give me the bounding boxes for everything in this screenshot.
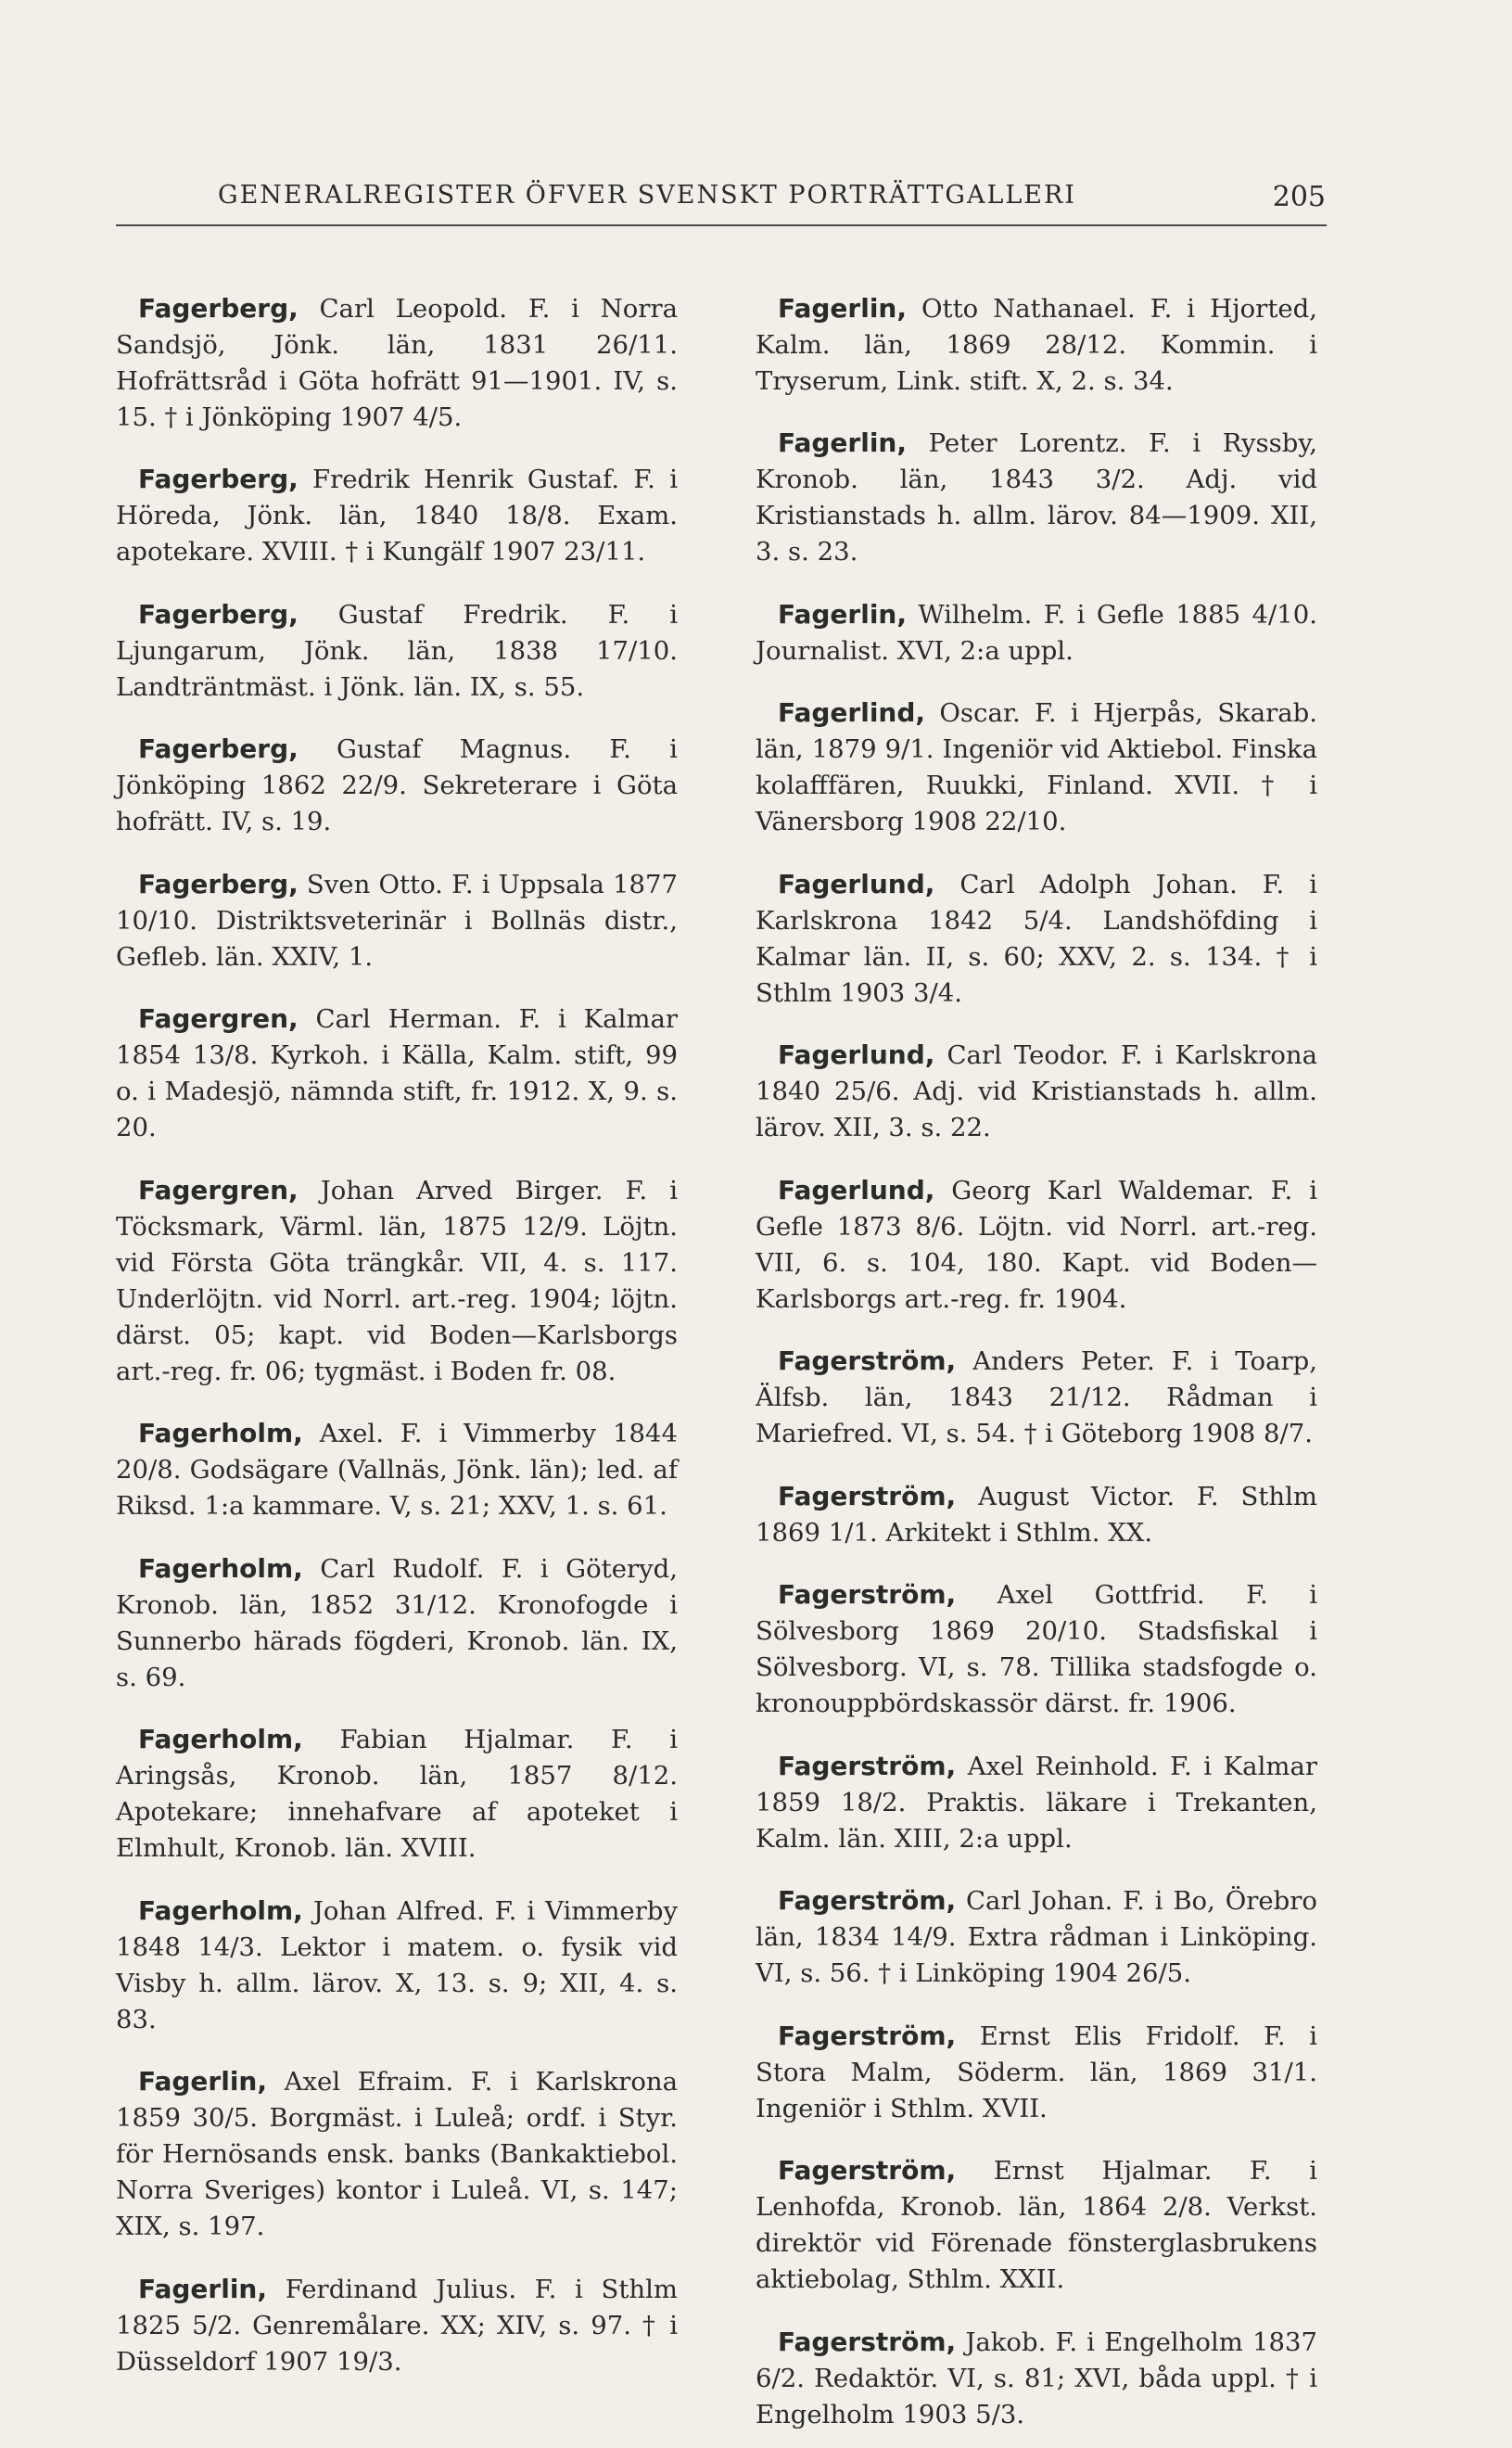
entry-details: Otto Nathanael. F. i Hjorted, Kalm. län, 1869 28/12. Kommin. i Tryserum, Link. stift. X, 2. s. 34.	[756, 293, 1317, 396]
register-entry	[756, 290, 1317, 400]
entry-surname: Fagerlin,	[138, 2273, 267, 2304]
entry-surname: Fagerholm,	[138, 1894, 303, 1926]
left-column	[116, 264, 678, 2395]
entry-surname: Fagerlind,	[778, 697, 926, 728]
register-entry	[756, 1343, 1317, 1452]
register-entry	[116, 290, 678, 436]
register-entry	[116, 1893, 678, 2038]
register-entry	[116, 1721, 678, 1867]
register-entry	[756, 1037, 1317, 1146]
entry-surname: Fagerlin,	[778, 598, 907, 630]
header-rule	[116, 224, 1327, 226]
entry-details: Axel Reinhold. F. i Kalmar 1859 18/2. Praktis. läkare i Trekanten, Kalm. län. XIII, 2:a uppl.	[756, 1751, 1317, 1854]
register-entry	[116, 1415, 678, 1524]
register-entry	[116, 1001, 678, 1146]
entry-surname: Fagerholm,	[138, 1724, 303, 1754]
register-entry	[116, 2271, 678, 2380]
entry-surname: Fagerström,	[778, 2326, 957, 2357]
entry-surname: Fagerlin,	[138, 2066, 267, 2097]
entry-surname: Fagerlund,	[778, 1039, 935, 1070]
entry-surname: Fagerström,	[778, 2155, 957, 2186]
entry-details: Sven Otto. F. i Uppsala 1877 10/10. Distriktsveterinär i Bollnäs distr., Gefleb. län. XXIV, 1.	[116, 869, 678, 972]
entry-details: Peter Lorentz. F. i Ryssby, Kronob. län, 1843 3/2. Adj. vid Kristianstads h. allm. lärov. 84—1909. XII, 3. s. 23.	[756, 428, 1317, 567]
entry-details: Axel. F. i Vimmerby 1844 20/8. Godsägare (Vallnäs, Jönk. län); led. af Riksd. 1:a kammare. V, s. 21; XXV, 1. s. 61.	[116, 1419, 678, 1521]
entry-details: Carl Rudolf. F. i Göteryd, Kronob. län, 1852 31/12. Kronofogde i Sunnerbo härads fögderi, Kronob. län. IX, s. 69.	[116, 1553, 678, 1692]
entry-details: Gustaf Fredrik. F. i Ljungarum, Jönk. län, 1838 17/10. Landträntmäst. i Jönk. län. IX, s. 55.	[116, 599, 678, 702]
entry-surname: Fagerström,	[778, 1579, 957, 1610]
entry-surname: Fagerberg,	[138, 868, 299, 899]
register-entry	[756, 425, 1317, 570]
entry-details: Jakob. F. i Engelholm 1837 6/2. Redaktör. VI, s. 81; XVI, båda uppl. † i Engelholm 1903 5/3.	[756, 2327, 1317, 2429]
entry-surname: Fagerström,	[778, 1480, 957, 1511]
register-entry	[756, 866, 1317, 1012]
running-title: GENERALREGISTER ÖFVER SVENSKT PORTRÄTTGALLERI	[218, 181, 1077, 210]
entry-details: Ernst Elis Fridolf. F. i Stora Malm, Söderm. län, 1869 31/1. Ingeniör i Sthlm. XVII.	[756, 2021, 1317, 2123]
register-entry	[756, 2324, 1317, 2433]
register-entry	[756, 1882, 1317, 1992]
register-entry	[756, 2018, 1317, 2127]
entry-details: Carl Adolph Johan. F. i Karlskrona 1842 5/4. Landshöfding i Kalmar län. II, s. 60; XXV, 2. s. 134. † i Sthlm 1903 3/4.	[756, 869, 1317, 1008]
register-entry	[116, 596, 678, 706]
entry-details: Wilhelm. F. i Gefle 1885 4/10. Journalist. XVI, 2:a uppl.	[756, 599, 1317, 666]
entry-surname: Fagergren,	[138, 1003, 299, 1034]
entry-details: Carl Leopold. F. i Norra Sandsjö, Jönk. län, 1831 26/11. Hofrättsråd i Göta hofrätt 91—1901. IV, s. 15. † i Jönköping 1907 4/5.	[116, 293, 678, 432]
entry-surname: Fagerlin,	[778, 292, 907, 324]
register-entry	[756, 695, 1317, 840]
entry-surname: Fagergren,	[138, 1174, 299, 1205]
entry-surname: Fagerström,	[778, 2020, 957, 2051]
entry-details: Gustaf Magnus. F. i Jönköping 1862 22/9. Sekreterare i Göta hofrätt. IV, s. 19.	[116, 734, 678, 836]
entry-details: Georg Karl Waldemar. F. i Gefle 1873 8/6. Löjtn. vid Norrl. art.-reg. VII, 6. s. 104, 180. Kapt. vid Boden—Karlsborgs art.-reg. fr. 1904.	[756, 1175, 1317, 1314]
entry-surname: Fagerström,	[778, 1750, 957, 1781]
register-entry	[756, 2152, 1317, 2298]
entry-surname: Fagerström,	[778, 1345, 957, 1376]
entry-details: Carl Johan. F. i Bo, Örebro län, 1834 14/9. Extra rådman i Linköping. VI, s. 56. † i Linköping 1904 26/5.	[756, 1886, 1317, 1988]
entry-details: Carl Herman. F. i Kalmar 1854 13/8. Kyrkoh. i Källa, Kalm. stift, 99 o. i Madesjö, nämnda stift, fr. 1912. X, 9. s. 20.	[116, 1004, 678, 1142]
entry-details: Ferdinand Julius. F. i Sthlm 1825 5/2. Genremålare. XX; XIV, s. 97. † i Düsseldorf 1907 19/3.	[116, 2274, 678, 2377]
register-entry	[756, 1748, 1317, 1857]
page-header	[218, 181, 1326, 218]
register-entry	[756, 1172, 1317, 1318]
page-number: 205	[1272, 181, 1326, 213]
entry-surname: Fagerberg,	[138, 292, 299, 324]
entry-details: Johan Arved Birger. F. i Töcksmark, Värml. län, 1875 12/9. Löjtn. vid Första Göta trängkår. VII, 4. s. 117. Underlöjtn. vid Norrl. art.-reg. 1904; löjtn. därst. 05; kapt. vid Boden—Karlsborgs art.-reg. fr. 06; tygmäst. i Boden fr. 08.	[116, 1175, 678, 1386]
register-entry	[756, 1478, 1317, 1551]
register-entry	[756, 596, 1317, 669]
entry-details: Axel Gottfrid. F. i Sölvesborg 1869 20/10. Stadsfiskal i Sölvesborg. VI, s. 78. Tillika stadsfogde o. kronouppbördskassör därst. fr. 1906.	[756, 1580, 1317, 1718]
entry-surname: Fagerlin,	[778, 427, 907, 458]
right-column	[756, 264, 1317, 2448]
register-entry	[756, 1576, 1317, 1722]
entry-surname: Fagerberg,	[138, 733, 299, 764]
register-entry	[116, 731, 678, 840]
entry-surname: Fagerlund,	[778, 1174, 935, 1205]
register-entry	[116, 1172, 678, 1390]
entry-surname: Fagerberg,	[138, 598, 299, 630]
entry-details: Johan Alfred. F. i Vimmerby 1848 14/3. Lektor i matem. o. fysik vid Visby h. allm. lärov. X, 13. s. 9; XII, 4. s. 83.	[116, 1895, 678, 2034]
entry-details: Axel Efraim. F. i Karlskrona 1859 30/5. Borgmäst. i Luleå; ordf. i Styr. för Hernösands ensk. banks (Bankaktiebol. Norra Sveriges) kontor i Luleå. VI, s. 147; XIX, s. 197.	[116, 2067, 678, 2241]
entry-details: August Victor. F. Sthlm 1869 1/1. Arkitekt i Sthlm. XX.	[756, 1481, 1317, 1548]
entry-surname: Fagerholm,	[138, 1552, 303, 1584]
register-entry	[116, 461, 678, 570]
entry-surname: Fagerström,	[778, 1885, 957, 1916]
entry-details: Fabian Hjalmar. F. i Aringsås, Kronob. län, 1857 8/12. Apotekare; innehafvare af apoteket i Elmhult, Kronob. län. XVIII.	[116, 1725, 678, 1863]
entry-surname: Fagerlund,	[778, 868, 935, 899]
entry-surname: Fagerholm,	[138, 1418, 303, 1448]
entry-surname: Fagerberg,	[138, 464, 299, 494]
entry-details: Anders Peter. F. i Toarp, Älfsb. län, 1843 21/12. Rådman i Mariefred. VI, s. 54. † i Göteborg 1908 8/7.	[756, 1346, 1317, 1448]
register-entry	[116, 2063, 678, 2245]
register-entry	[116, 1550, 678, 1696]
entry-details: Carl Teodor. F. i Karlskrona 1840 25/6. Adj. vid Kristianstads h. allm. lärov. XII, 3. s. 22.	[756, 1040, 1317, 1142]
entry-details: Fredrik Henrik Gustaf. F. i Höreda, Jönk. län, 1840 18/8. Exam. apotekare. XVIII. † i Kungälf 1907 23/11.	[116, 465, 678, 567]
entry-details: Oscar. F. i Hjerpås, Skarab. län, 1879 9/1. Ingeniör vid Aktiebol. Finska kolafffären, Ruukki, Finland. XVII. † i Vänersborg 1908 22/10.	[756, 698, 1318, 836]
entry-details: Ernst Hjalmar. F. i Lenhofda, Kronob. län, 1864 2/8. Verkst. direktör vid Förenade fönsterglasbrukens aktiebolag, Sthlm. XXII.	[756, 2156, 1317, 2294]
register-entry	[116, 866, 678, 975]
